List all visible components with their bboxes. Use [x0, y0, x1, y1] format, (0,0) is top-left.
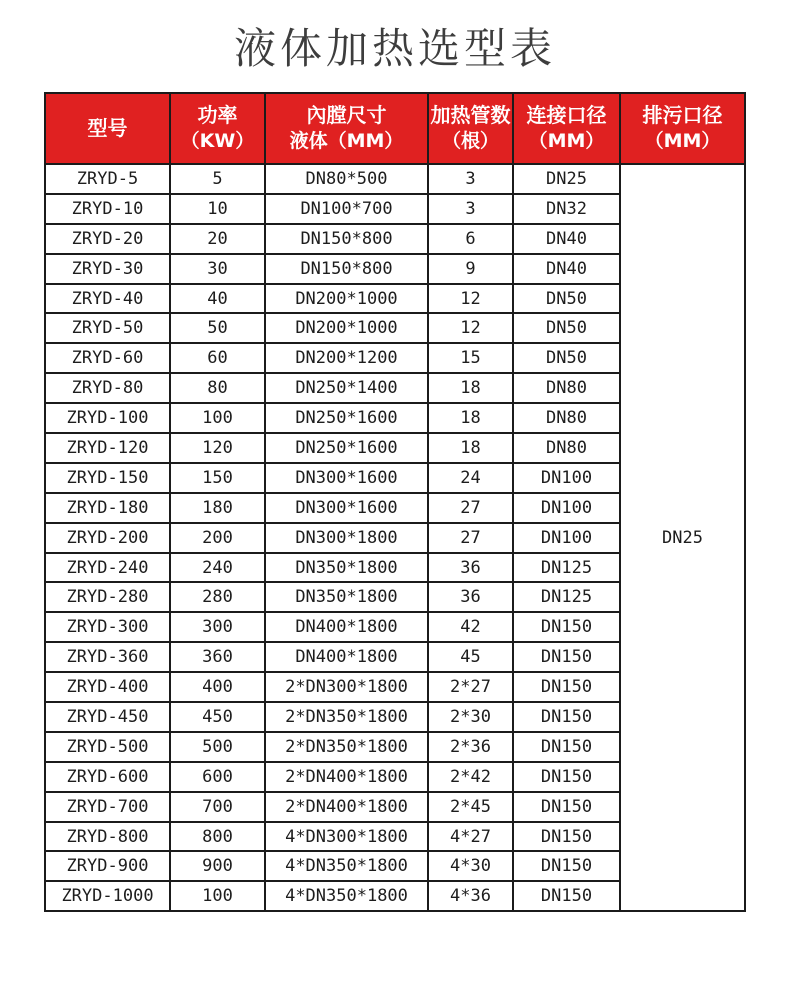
cell-model: ZRYD-80 [45, 373, 170, 403]
cell-connection-diameter: DN150 [513, 762, 620, 792]
cell-connection-diameter: DN25 [513, 164, 620, 194]
cell-power: 800 [170, 822, 265, 852]
cell-model: ZRYD-500 [45, 732, 170, 762]
cell-model: ZRYD-900 [45, 851, 170, 881]
cell-model: ZRYD-5 [45, 164, 170, 194]
cell-power: 360 [170, 642, 265, 672]
cell-power: 50 [170, 313, 265, 343]
cell-tube-count: 42 [428, 612, 513, 642]
cell-power: 60 [170, 343, 265, 373]
cell-power: 500 [170, 732, 265, 762]
cell-connection-diameter: DN50 [513, 313, 620, 343]
cell-tube-count: 2*27 [428, 672, 513, 702]
cell-chamber-size: DN350*1800 [265, 553, 428, 583]
cell-model: ZRYD-10 [45, 194, 170, 224]
cell-chamber-size: 2*DN350*1800 [265, 732, 428, 762]
cell-chamber-size: 2*DN400*1800 [265, 762, 428, 792]
cell-tube-count: 2*45 [428, 792, 513, 822]
cell-model: ZRYD-180 [45, 493, 170, 523]
cell-model: ZRYD-450 [45, 702, 170, 732]
cell-tube-count: 27 [428, 493, 513, 523]
cell-chamber-size: DN150*800 [265, 254, 428, 284]
cell-chamber-size: 4*DN300*1800 [265, 822, 428, 852]
cell-tube-count: 6 [428, 224, 513, 254]
cell-chamber-size: DN200*1200 [265, 343, 428, 373]
cell-model: ZRYD-30 [45, 254, 170, 284]
header-connection-diameter-unit: （MM） [528, 130, 605, 153]
cell-tube-count: 2*36 [428, 732, 513, 762]
cell-tube-count: 36 [428, 582, 513, 612]
cell-connection-diameter: DN32 [513, 194, 620, 224]
cell-power: 180 [170, 493, 265, 523]
cell-tube-count: 4*27 [428, 822, 513, 852]
cell-connection-diameter: DN50 [513, 284, 620, 314]
cell-power: 600 [170, 762, 265, 792]
cell-model: ZRYD-20 [45, 224, 170, 254]
cell-power: 150 [170, 463, 265, 493]
cell-power: 450 [170, 702, 265, 732]
cell-power: 5 [170, 164, 265, 194]
cell-power: 10 [170, 194, 265, 224]
cell-model: ZRYD-1000 [45, 881, 170, 911]
cell-tube-count: 24 [428, 463, 513, 493]
table-body [45, 164, 745, 911]
cell-power: 100 [170, 403, 265, 433]
header-power-unit: （KW） [180, 130, 255, 153]
cell-connection-diameter: DN40 [513, 224, 620, 254]
cell-chamber-size: DN100*700 [265, 194, 428, 224]
cell-model: ZRYD-200 [45, 523, 170, 553]
cell-chamber-size: 4*DN350*1800 [265, 851, 428, 881]
cell-power: 280 [170, 582, 265, 612]
header-model-label: 型号 [87, 116, 128, 140]
cell-tube-count: 12 [428, 313, 513, 343]
cell-power: 40 [170, 284, 265, 314]
cell-connection-diameter: DN100 [513, 493, 620, 523]
header-tube-count [428, 93, 513, 164]
cell-tube-count: 2*42 [428, 762, 513, 792]
cell-model: ZRYD-360 [45, 642, 170, 672]
cell-power: 400 [170, 672, 265, 702]
cell-power: 900 [170, 851, 265, 881]
cell-tube-count: 18 [428, 403, 513, 433]
cell-chamber-size: 2*DN350*1800 [265, 702, 428, 732]
cell-model: ZRYD-280 [45, 582, 170, 612]
cell-power: 120 [170, 433, 265, 463]
cell-connection-diameter: DN150 [513, 642, 620, 672]
header-model [45, 93, 170, 164]
cell-tube-count: 4*30 [428, 851, 513, 881]
header-chamber-size [265, 93, 428, 164]
cell-model: ZRYD-300 [45, 612, 170, 642]
cell-tube-count: 2*30 [428, 702, 513, 732]
cell-tube-count: 4*36 [428, 881, 513, 911]
cell-power: 240 [170, 553, 265, 583]
cell-model: ZRYD-800 [45, 822, 170, 852]
cell-chamber-size: 2*DN300*1800 [265, 672, 428, 702]
table-row [45, 164, 745, 194]
cell-connection-diameter: DN80 [513, 373, 620, 403]
cell-model: ZRYD-100 [45, 403, 170, 433]
cell-connection-diameter: DN150 [513, 672, 620, 702]
cell-power: 700 [170, 792, 265, 822]
cell-chamber-size: DN300*1600 [265, 493, 428, 523]
cell-connection-diameter: DN150 [513, 822, 620, 852]
cell-power: 100 [170, 881, 265, 911]
cell-tube-count: 36 [428, 553, 513, 583]
cell-drain-diameter-merged: DN25 [620, 164, 745, 911]
selection-table [44, 92, 746, 912]
cell-tube-count: 12 [428, 284, 513, 314]
cell-connection-diameter: DN80 [513, 403, 620, 433]
cell-chamber-size: 2*DN400*1800 [265, 792, 428, 822]
header-row [45, 93, 745, 164]
cell-connection-diameter: DN125 [513, 582, 620, 612]
cell-model: ZRYD-50 [45, 313, 170, 343]
cell-tube-count: 18 [428, 433, 513, 463]
cell-power: 30 [170, 254, 265, 284]
cell-connection-diameter: DN40 [513, 254, 620, 284]
cell-tube-count: 3 [428, 194, 513, 224]
cell-power: 80 [170, 373, 265, 403]
cell-model: ZRYD-120 [45, 433, 170, 463]
cell-chamber-size: DN150*800 [265, 224, 428, 254]
cell-tube-count: 3 [428, 164, 513, 194]
header-drain-diameter [620, 93, 745, 164]
cell-model: ZRYD-40 [45, 284, 170, 314]
cell-power: 200 [170, 523, 265, 553]
header-drain-diameter-unit: （MM） [644, 130, 721, 153]
cell-tube-count: 27 [428, 523, 513, 553]
cell-tube-count: 45 [428, 642, 513, 672]
cell-chamber-size: DN400*1800 [265, 642, 428, 672]
cell-power: 300 [170, 612, 265, 642]
cell-power: 20 [170, 224, 265, 254]
cell-connection-diameter: DN150 [513, 851, 620, 881]
cell-chamber-size: DN300*1600 [265, 463, 428, 493]
table-header [45, 93, 745, 164]
cell-connection-diameter: DN100 [513, 463, 620, 493]
cell-chamber-size: DN300*1800 [265, 523, 428, 553]
cell-chamber-size: DN250*1400 [265, 373, 428, 403]
cell-connection-diameter: DN150 [513, 881, 620, 911]
cell-chamber-size: 4*DN350*1800 [265, 881, 428, 911]
cell-tube-count: 18 [428, 373, 513, 403]
header-power [170, 93, 265, 164]
cell-model: ZRYD-150 [45, 463, 170, 493]
cell-connection-diameter: DN150 [513, 702, 620, 732]
cell-chamber-size: DN250*1600 [265, 403, 428, 433]
cell-chamber-size: DN200*1000 [265, 284, 428, 314]
header-chamber-size-label: 內膛尺寸 [306, 103, 387, 128]
cell-model: ZRYD-700 [45, 792, 170, 822]
cell-tube-count: 9 [428, 254, 513, 284]
header-connection-diameter [513, 93, 620, 164]
cell-connection-diameter: DN50 [513, 343, 620, 373]
header-connection-diameter-label: 连接口径 [526, 103, 607, 128]
page-title: 液体加热选型表 [233, 24, 556, 73]
cell-connection-diameter: DN80 [513, 433, 620, 463]
cell-connection-diameter: DN150 [513, 612, 620, 642]
header-power-label: 功率 [197, 103, 238, 128]
header-tube-count-label: 加热管数 [430, 103, 511, 128]
cell-connection-diameter: DN100 [513, 523, 620, 553]
cell-chamber-size: DN80*500 [265, 164, 428, 194]
cell-connection-diameter: DN150 [513, 792, 620, 822]
cell-chamber-size: DN250*1600 [265, 433, 428, 463]
cell-chamber-size: DN400*1800 [265, 612, 428, 642]
cell-chamber-size: DN350*1800 [265, 582, 428, 612]
cell-connection-diameter: DN125 [513, 553, 620, 583]
header-drain-diameter-label: 排污口径 [642, 103, 723, 128]
cell-model: ZRYD-60 [45, 343, 170, 373]
cell-model: ZRYD-400 [45, 672, 170, 702]
cell-model: ZRYD-240 [45, 553, 170, 583]
cell-chamber-size: DN200*1000 [265, 313, 428, 343]
cell-model: ZRYD-600 [45, 762, 170, 792]
header-tube-count-unit: （根） [441, 130, 499, 153]
cell-tube-count: 15 [428, 343, 513, 373]
cell-connection-diameter: DN150 [513, 732, 620, 762]
header-chamber-size-unit: 液体（MM） [289, 130, 404, 153]
